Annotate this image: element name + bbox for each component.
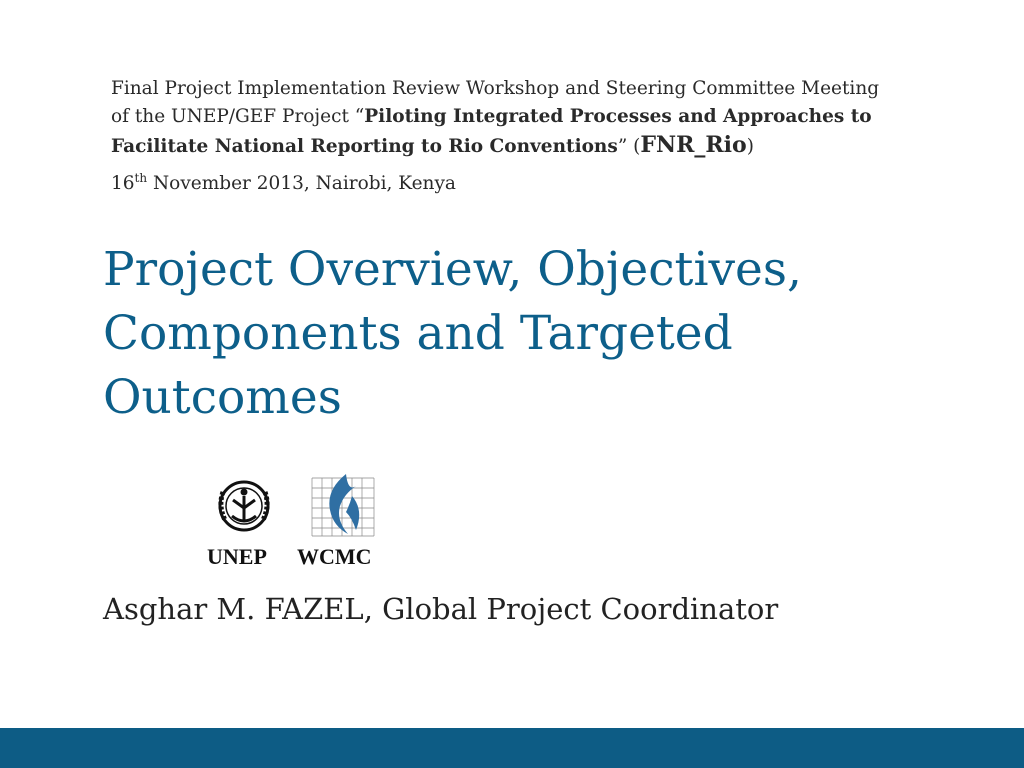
date-day: 16 xyxy=(111,173,135,194)
footer-bar xyxy=(0,728,1024,768)
date-rest: November 2013, Nairobi, Kenya xyxy=(147,173,456,194)
project-code: FNR_Rio xyxy=(640,132,747,158)
presenter-name: Asghar M. FAZEL, Global Project Coordinator xyxy=(103,592,779,626)
slide-title: Project Overview, Objectives, Components and Targeted Outcomes xyxy=(103,242,802,425)
unep-emblem-icon xyxy=(220,482,268,530)
project-name: Piloting Integrated Processes and Approaches to Facilitate National Reporting to Rio Conventions xyxy=(111,106,872,157)
header-line-2-prefix: of the UNEP/GEF Project “ xyxy=(111,106,365,127)
close-quote: ” ( xyxy=(617,136,641,157)
meeting-header xyxy=(111,75,931,161)
meeting-date xyxy=(111,170,456,194)
header-line-1: Final Project Implementation Review Workshop and Steering Committee Meeting xyxy=(111,78,880,99)
date-suffix: th xyxy=(134,170,148,185)
wcmc-logo-text: WCMC xyxy=(297,544,372,569)
close-paren: ) xyxy=(746,136,754,157)
unep-logo-text: UNEP xyxy=(207,544,267,569)
wcmc-emblem-icon xyxy=(312,474,374,536)
partner-logos xyxy=(200,470,400,570)
